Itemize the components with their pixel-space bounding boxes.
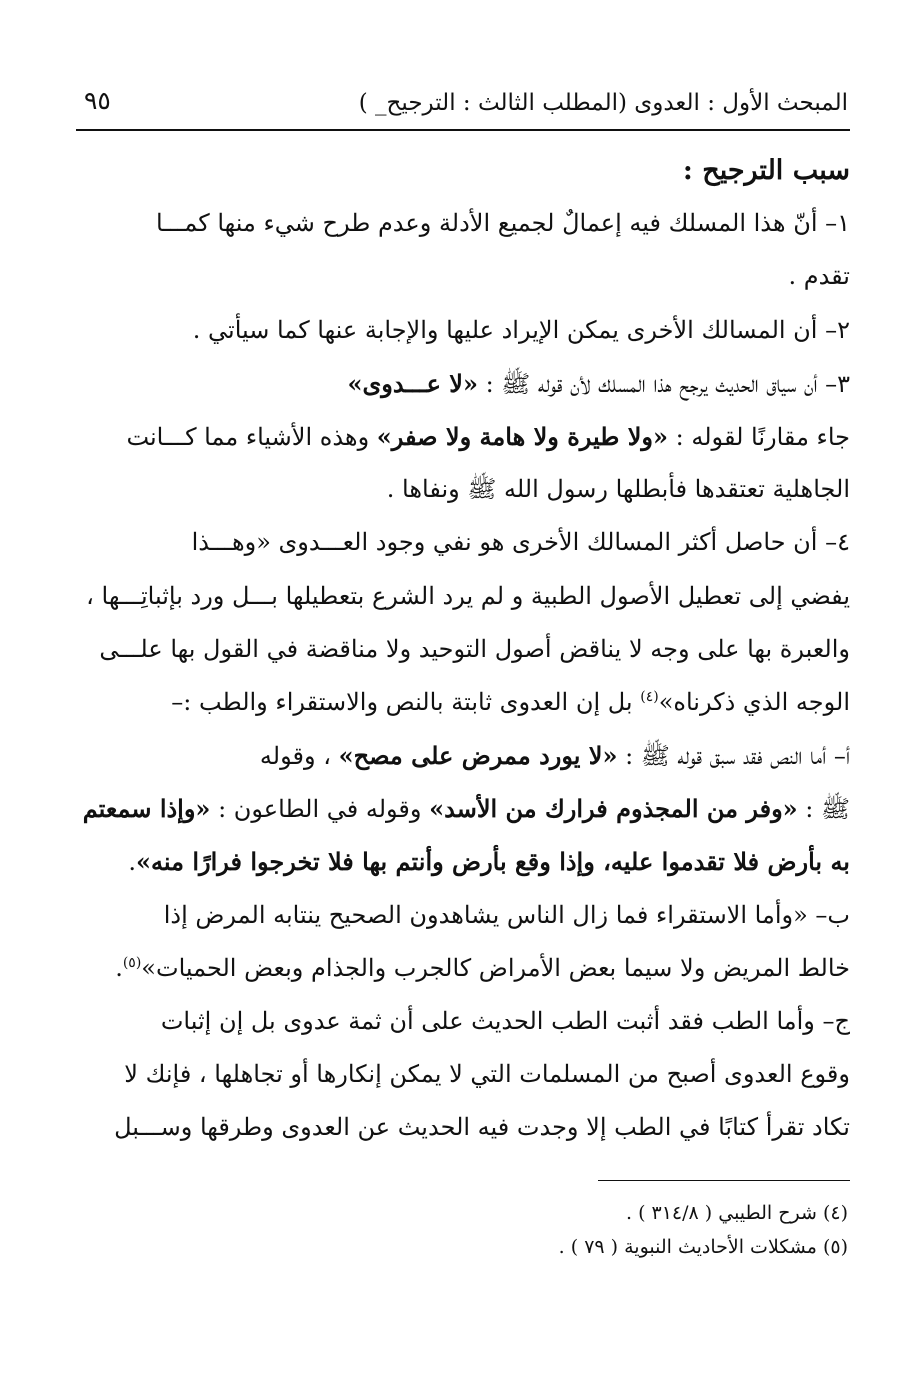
footnotes (78, 1196, 848, 1264)
hadith-quote: «لا عـــدوى» (347, 368, 478, 398)
text-span: يفضي إلى تعطيل الأصول الطبية و لم يرد الشرع بتعطيلها بـــل ورد بإثباتِـــها ، (86, 581, 850, 610)
text-span: ﷺ : (797, 795, 850, 824)
text-line (78, 782, 850, 835)
text-line (78, 197, 850, 250)
text-span: ٣– أن سياق الحديث يرجح هذا المسلك لأن قوله ﷺ : (477, 369, 850, 398)
text-span: ٢– أن المسالك الأخرى يمكن الإيراد عليها والإجابة عنها كما سيأتي . (192, 315, 850, 344)
hadith-quote: «لا يورد ممرض على مصح» (338, 741, 618, 771)
text-span: والعبرة بها على وجه لا يناقض أصول التوحيد ولا مناقضة في القول بها علـــى (99, 634, 850, 663)
text-line (78, 835, 850, 888)
hadith-quote: «وإذا سمعتم (82, 794, 211, 824)
text-line (78, 357, 850, 410)
text-line (78, 623, 850, 676)
text-line (78, 1048, 850, 1101)
page-number: ٩٥ (84, 86, 111, 115)
text-span: ١– أنّ هذا المسلك فيه إعمالٌ لجميع الأدلة وعدم طرح شيء منها كمـــا (156, 209, 850, 238)
text-span: وقوله في الطاعون : (210, 795, 430, 824)
header-divider (76, 129, 850, 131)
text-line (78, 250, 850, 303)
hadith-quote: «ولا طيرة ولا هامة ولا صفر» (376, 421, 669, 451)
text-span: ، وقوله (259, 742, 339, 771)
text-span: . (128, 848, 136, 877)
main-text (78, 144, 850, 1155)
hadith-quote: به بأرض فلا تقدموا عليه، وإذا وقع بأرض وأنتم بها فلا تخرجوا فرارًا منه» (136, 847, 850, 877)
hadith-quote: «وفر من المجذوم فرارك من الأسد» (429, 794, 798, 824)
text-span: . (115, 953, 123, 982)
text-span: ٤– أن حاصل أكثر المسالك الأخرى هو نفي وجود العـــدوى «وهـــذا (191, 528, 850, 557)
text-span: ب– «وأما الاستقراء فما زال الناس يشاهدون الصحيح ينتابه المرض إذا (163, 900, 850, 929)
text-line (78, 463, 850, 516)
text-span: بل إن العدوى ثابتة بالنص والاستقراء والطب :– (171, 687, 641, 716)
text-line (78, 304, 850, 357)
text-span: تقدم . (788, 262, 850, 291)
text-line (78, 729, 850, 782)
text-span: وهذه الأشياء مما كـــانت (126, 422, 377, 451)
text-span: تكاد تقرأ كتابًا في الطب إلا وجدت فيه الحديث عن العدوى وطرقها وســـبل (114, 1113, 850, 1142)
text-span: الوجه الذي ذكرناه» (658, 687, 850, 716)
footnote-ref: (٥) (122, 954, 142, 971)
text-span: أ– أما النص فقد سبق قوله ﷺ : (617, 742, 850, 771)
text-span: خالط المريض ولا سيما بعض الأمراض كالجرب والجذام وبعض الحميات» (141, 953, 850, 982)
text-line (78, 570, 850, 623)
header-title: المبحث الأول : العدوى (المطلب الثالث : الترجيح_ ) (358, 90, 848, 116)
text-line (78, 889, 850, 942)
running-header (78, 84, 848, 128)
text-line (78, 995, 850, 1048)
text-span: وقوع العدوى أصبح من المسلمات التي لا يمكن إنكارها أو تجاهلها ، فإنك لا (124, 1060, 850, 1089)
text-span: جاء مقارنًا لقوله : (668, 422, 850, 451)
text-span: ج– وأما الطب فقد أثبت الطب الحديث على أن ثمة عدوى بل إن إثبات (160, 1007, 850, 1035)
text-line (78, 676, 850, 729)
text-line (78, 942, 850, 995)
footnote: (٤) شرح الطيبي ( ٣١٤/٨ ) . (625, 1202, 848, 1224)
text-span: الجاهلية تعتقدها فأبطلها رسول الله ﷺ ونفاها . (386, 475, 850, 504)
section-heading: سبب الترجيح : (682, 155, 850, 186)
footnote-ref: (٤) (640, 688, 659, 705)
text-line (78, 1101, 850, 1154)
footnote: (٥) مشكلات الأحاديث النبوية ( ٧٩ ) . (558, 1236, 848, 1258)
text-line (78, 516, 850, 569)
footnote-divider (598, 1180, 850, 1181)
text-line (78, 410, 850, 463)
